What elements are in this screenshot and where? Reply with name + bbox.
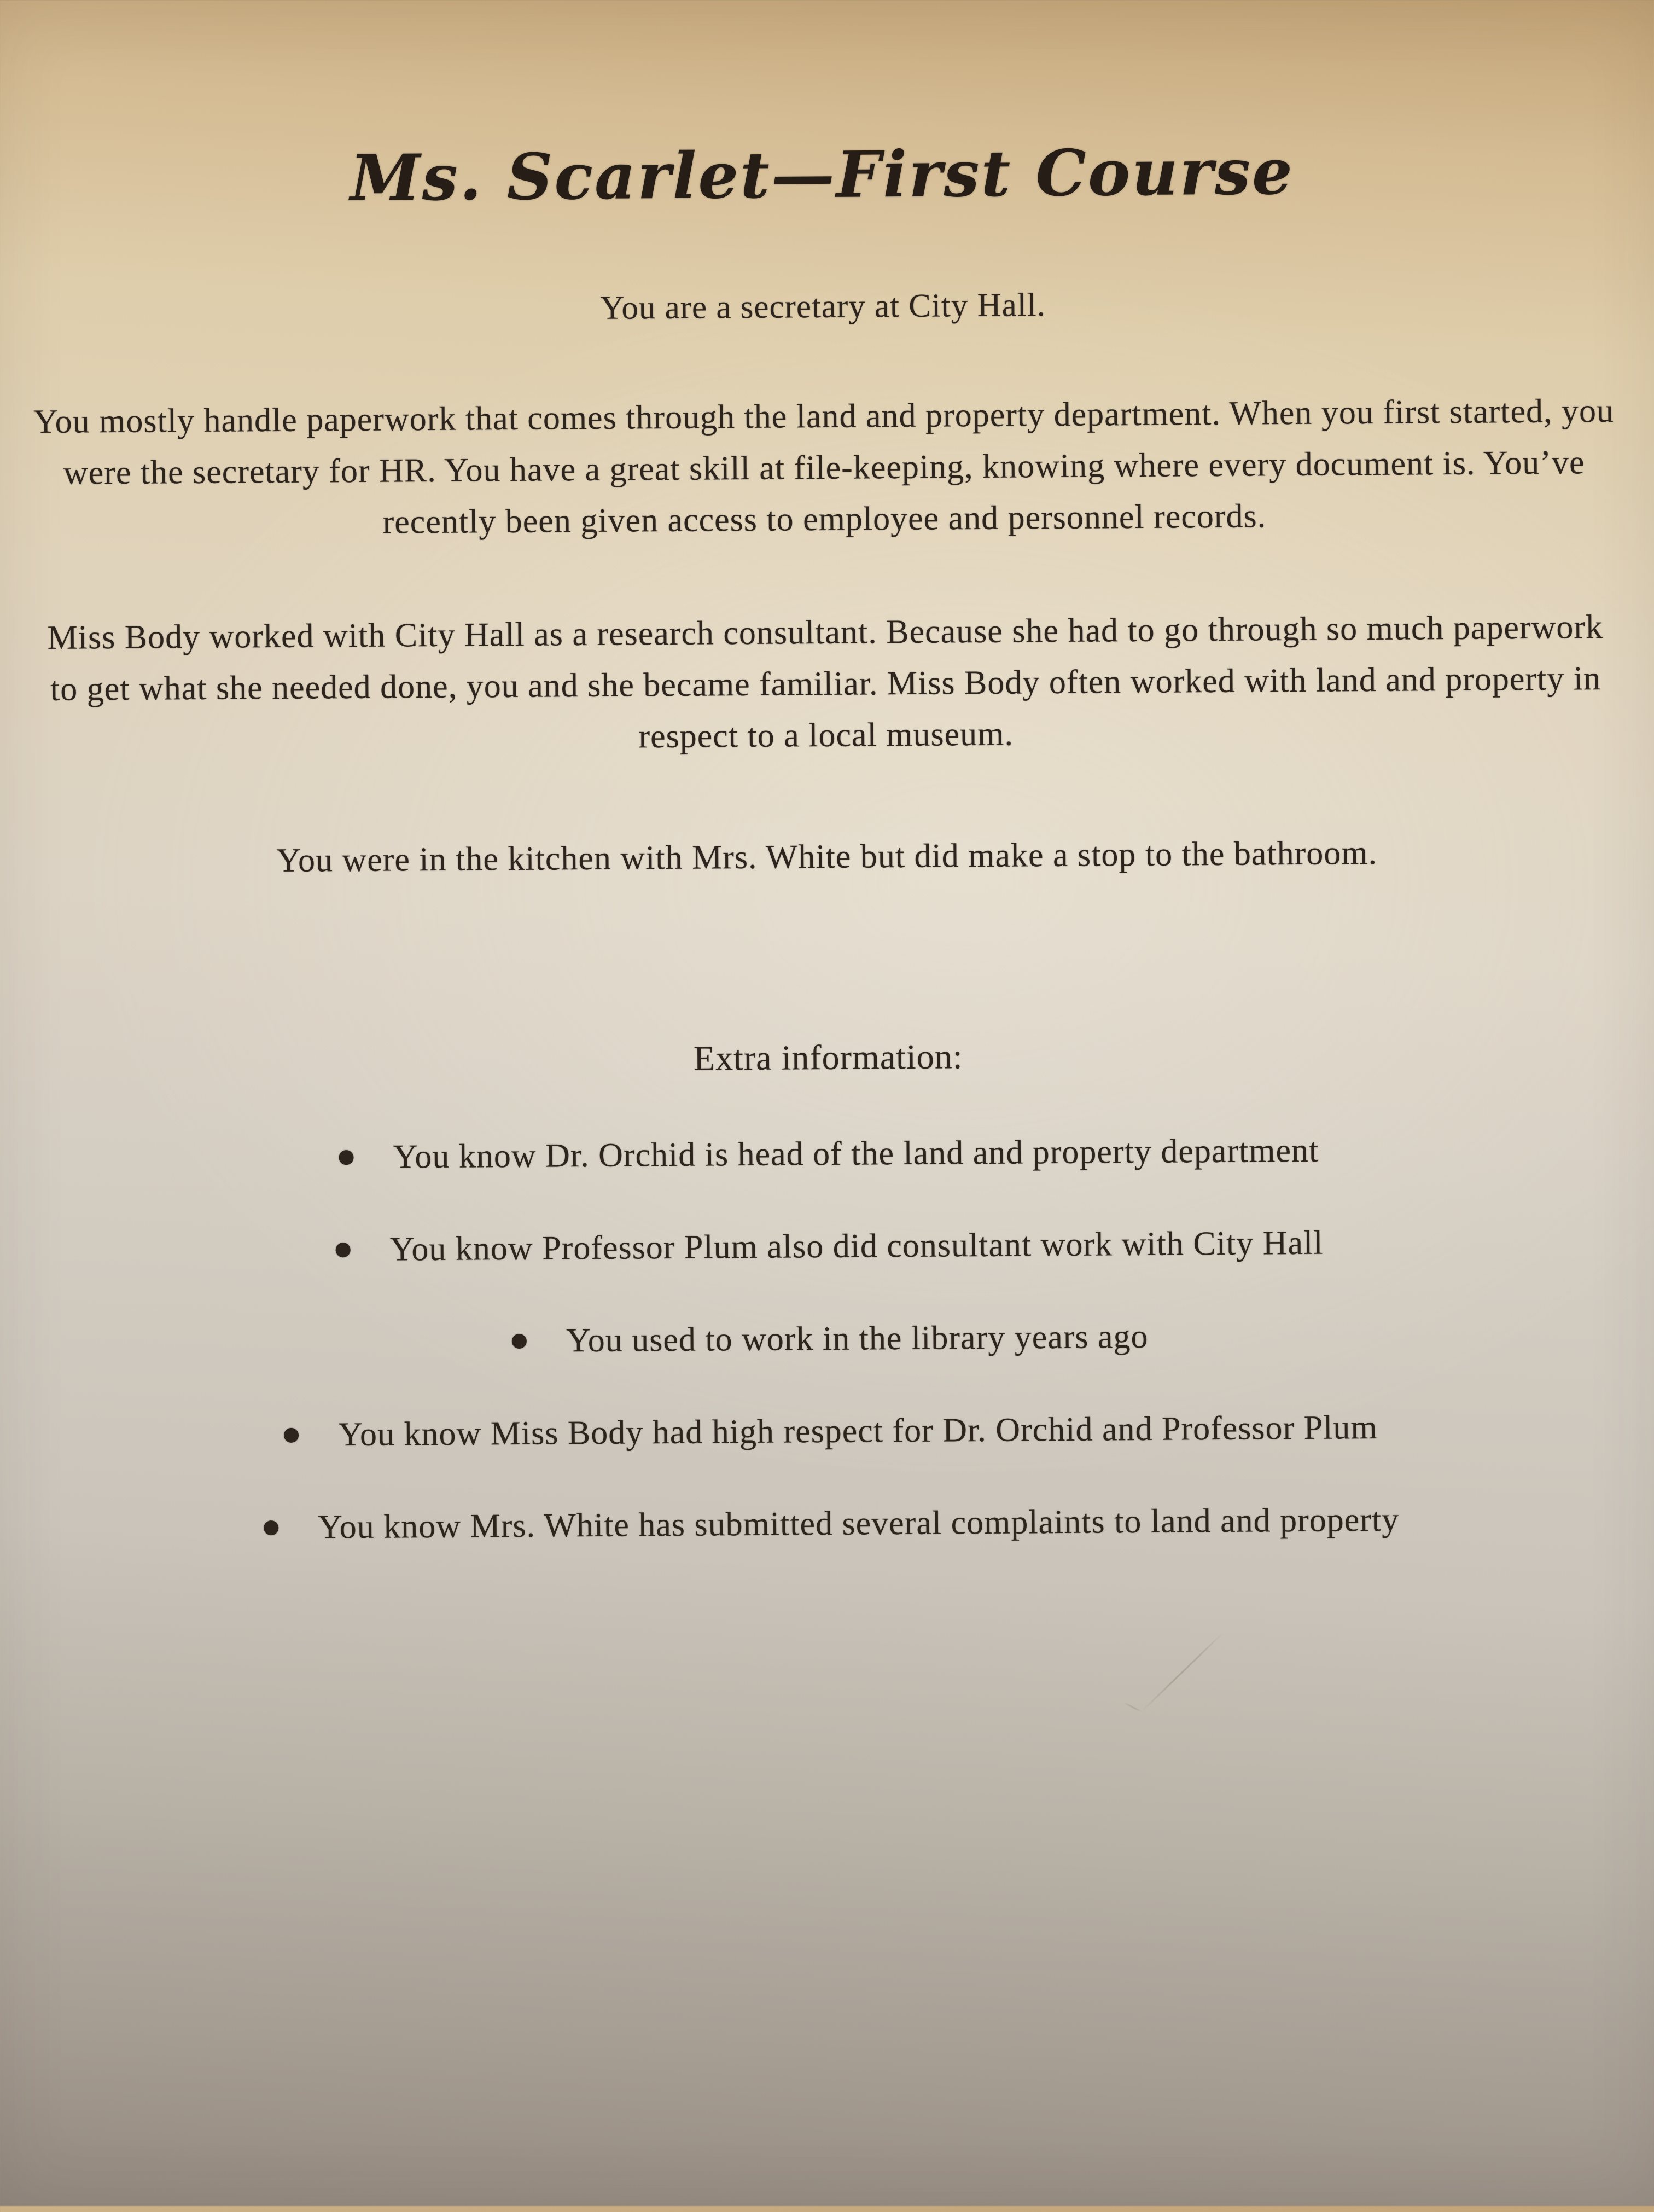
bullet-icon (284, 1427, 299, 1442)
bullet-icon (339, 1150, 354, 1165)
list-item (36, 1129, 1622, 1179)
bullet-icon (512, 1333, 527, 1348)
list-item (38, 1499, 1624, 1548)
list-item (38, 1406, 1624, 1456)
list-item-text: You know Mrs. White has submitted several complaints to land and property (318, 1500, 1399, 1547)
document-title: Ms. Scarlet—First Course (29, 132, 1616, 218)
list-item (36, 1222, 1622, 1272)
paragraph-role-description: You mostly handle paperwork that comes through the land and property department. When you first started, you were the secretary for HR. You have a great skill at file-keeping, knowing where every document is. You’ve recently been given access to employee and personnel records. (31, 385, 1618, 551)
paragraph-miss-body: Miss Body worked with City Hall as a research consultant. Because she had to go through so much paperwork to get what she needed done, you and she became familiar. Miss Body often worked with land and property in respect to a local museum. (32, 601, 1620, 767)
intro-line: You are a secretary at City Hall. (30, 282, 1616, 332)
list-item-text: You know Dr. Orchid is head of the land and property department (393, 1131, 1319, 1176)
bullet-icon (264, 1520, 278, 1535)
extra-information-heading: Extra information: (35, 1032, 1621, 1083)
list-item-text: You used to work in the library years ago (566, 1317, 1149, 1360)
list-item (37, 1314, 1623, 1363)
bullet-icon (336, 1243, 351, 1257)
list-item-text: You know Miss Body had high respect for Dr. Orchid and Professor Plum (338, 1408, 1378, 1454)
list-item-text: You know Professor Plum also did consultant work with City Hall (390, 1223, 1324, 1269)
extra-information-list (36, 1129, 1624, 1549)
paragraph-alibi: You were in the kitchen with Mrs. White but did make a stop to the bathroom. (33, 826, 1620, 888)
